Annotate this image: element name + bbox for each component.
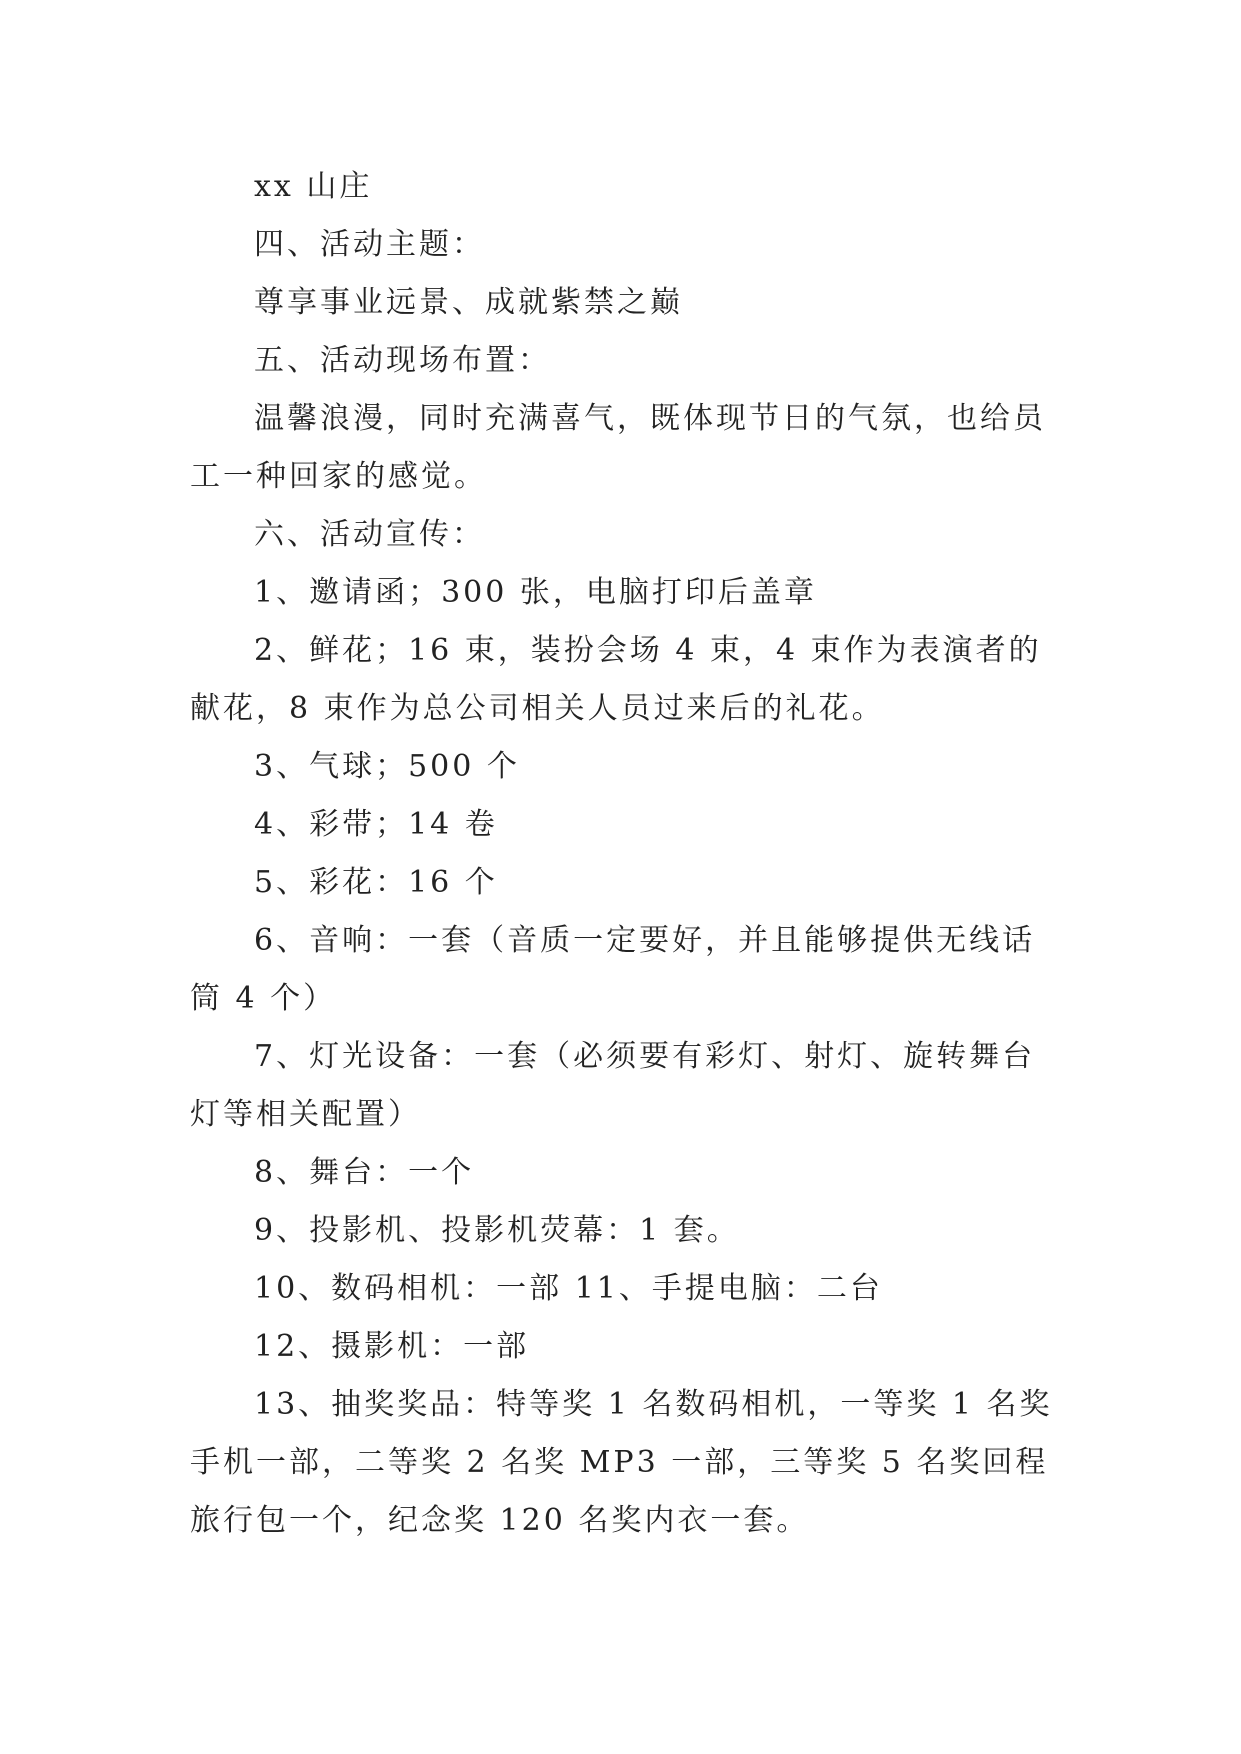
paragraph-theme: 尊享事业远景、成就紫禁之巅 xyxy=(254,285,683,320)
document-body xyxy=(190,158,1060,1550)
list-item-prizes: 13、抽奖奖品：特等奖 1 名数码相机，一等奖 1 名奖手机一部，二等奖 2 名奖 MP3 一部，三等奖 5 名奖回程旅行包一个，纪念奖 120 名奖内衣一套。 xyxy=(190,1387,1053,1538)
list-item-audio: 6、音响：一套（音质一定要好，并且能够提供无线话筒 4 个） xyxy=(190,923,1036,1016)
paragraph-layout: 温馨浪漫，同时充满喜气，既体现节日的气氛，也给员工一种回家的感觉。 xyxy=(190,401,1046,494)
list-item-invitation: 1、邀请函；300 张，电脑打印后盖章 xyxy=(254,575,817,610)
list-item-balloons: 3、气球；500 个 xyxy=(254,749,520,784)
list-item-ribbons: 4、彩带；14 卷 xyxy=(254,807,498,842)
heading-promotion: 六、活动宣传： xyxy=(254,517,485,552)
list-item-camera-laptop: 10、数码相机：一部 11、手提电脑：二台 xyxy=(254,1271,883,1306)
list-item-flowers: 2、鲜花；16 束，装扮会场 4 束，4 束作为表演者的献花，8 束作为总公司相关人员过来后的礼花。 xyxy=(190,633,1042,726)
paragraph-venue: xx 山庄 xyxy=(254,169,373,204)
heading-activity-theme: 四、活动主题： xyxy=(254,227,485,262)
list-item-lighting: 7、灯光设备：一套（必须要有彩灯、射灯、旋转舞台灯等相关配置） xyxy=(190,1039,1036,1132)
list-item-video-camera: 12、摄影机：一部 xyxy=(254,1329,530,1364)
list-item-projector: 9、投影机、投影机荧幕：1 套。 xyxy=(254,1213,740,1248)
list-item-confetti: 5、彩花：16 个 xyxy=(254,865,498,900)
list-item-stage: 8、舞台：一个 xyxy=(254,1155,475,1190)
heading-venue-layout: 五、活动现场布置： xyxy=(254,343,551,378)
